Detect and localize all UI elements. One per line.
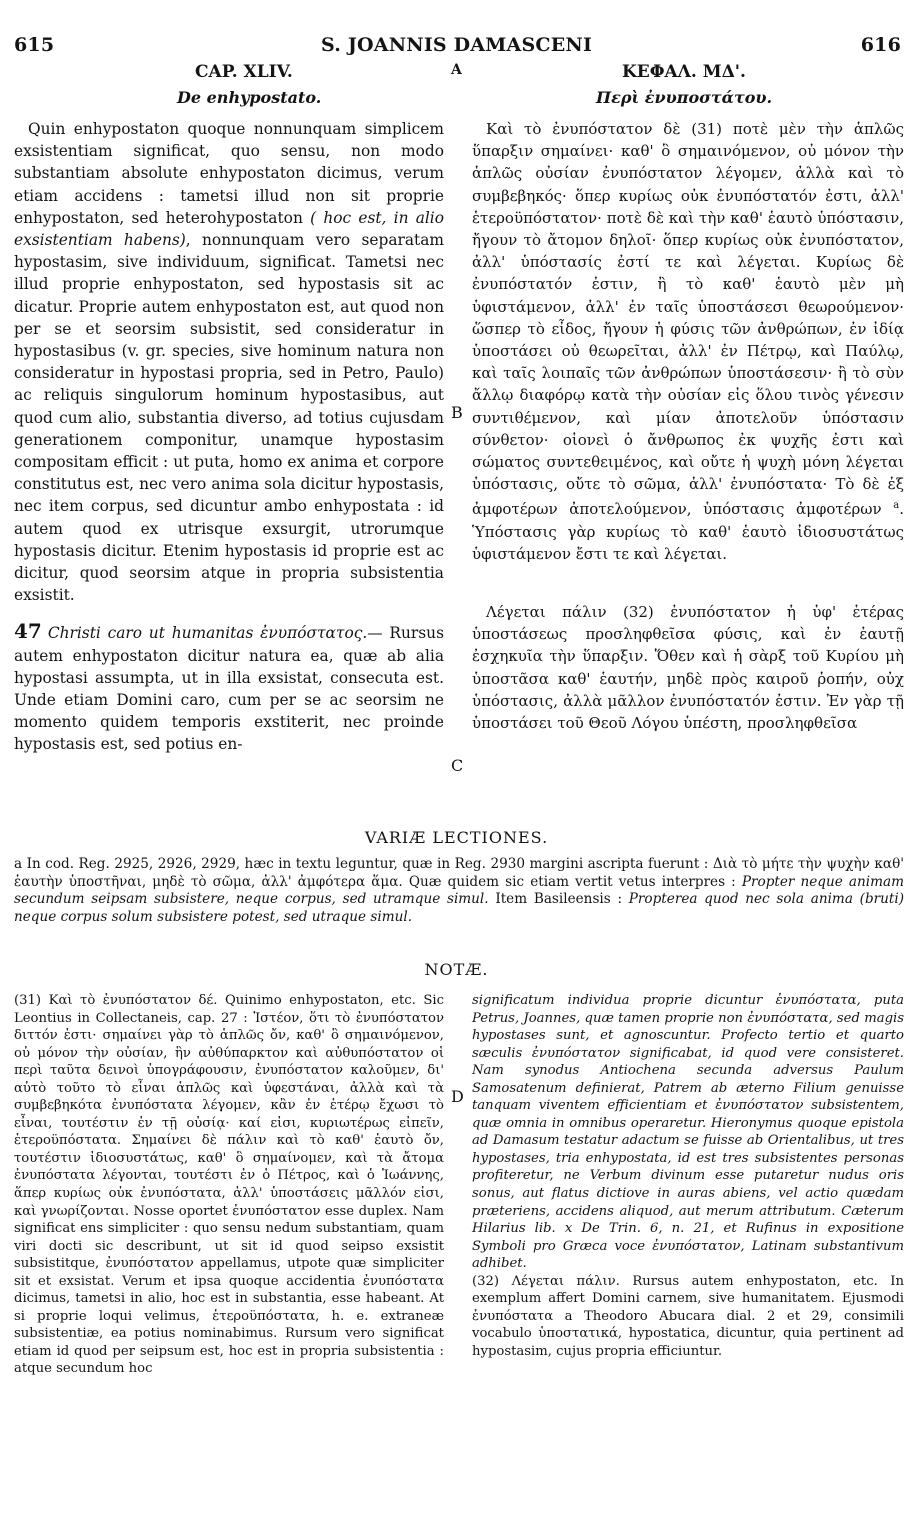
page-running-title: S. JOANNIS DAMASCENI [320, 34, 593, 56]
variae-lectiones-text: a In cod. Reg. 2925, 2926, 2929, hæc in textu leguntur, quæ in Reg. 2930 margini ascripta fuerunt : Διὰ τὸ μήτε τὴν ψυχὴν καθ' ἑαυτὴν ὑποστῆναι, μηδὲ τὸ σῶμα, ἀλλ' ἀμφότερα ἅμα. Quæ quidem sic etiam vertit vetus interpres : Propter neque animam secundum seipsam subsistere, neque corpus, sed utramque simul. Item Basileensis : Propterea quod nec sola anima (bruti) neque corpus solum subsistere potest, sed utraque simul. [14, 856, 905, 925]
greek-column [472, 118, 904, 734]
margin-letter-c: C [451, 756, 464, 775]
center-section-marker: A [451, 62, 462, 78]
notes-right-column [472, 992, 904, 1360]
notes-left-column: (31) Καὶ τὸ ἐνυπόστατον δέ. Quinimo enhypostaton, etc. Sic Leontius in Collectaneis, cap. 27 : Ἰστέον, ὅτι τὸ ἐνυπόστατον διττόν ἐστι· σημαίνει γὰρ τὸ ἁπλῶς ὄν, καθ' ὃ σημαινόμενον, οὐ μόνον τὴν οὐσίαν, ἣν αὐθύπαρκτον καὶ αὐθυπόστατον οἱ περὶ ταῦτα δεινοὶ ὑπογράφουσιν, ἐνυπόστατον καλοῦμεν, δι' αὐτὸ τοῦτο τὸ εἶναι ἁπλῶς καὶ ὑφεστάναι, ἀλλὰ καὶ τὰ συμβεβηκότα ἐνυπόστατα λέγομεν, κἂν ἐν ἑτέρῳ ἔχωσι τὸ εἶναι, τουτέστιν ἐν τῇ οὐσίᾳ· καί εἰσι, κυριωτέρως εἰπεῖν, ἑτεροϋπόστατα. Σημαίνει δὲ πάλιν καὶ τὸ καθ' ἑαυτὸ ὄν, τουτέστιν ἰδιοσυστάτως, καθ' ὃ σημαίνομεν, καὶ τὰ ἄτομα ἐνυπόστατα λέγονται, τουτέστι ἐν ὁ Πέτρος, καὶ ὁ Ἰωάννης, ἅπερ κυρίως οὐκ ἐνυπόστατα, ἀλλ' ὑποστάσεις μᾶλλόν εἰσι, καὶ γνωρίζονται. Nosse oportet ἐνυπόστατον esse duplex. Nam significat ens simpliciter : quo sensu nedum substantiam, quam viri docti sic describunt, ut sit id quod seipso exsistit subsistitque, ἐνυπόστατον appellamus, utpote quæ simpliciter sit et exsistat. Verum et ipsa quoque accidentia ἐνυπόστατα dicimus, tametsi in alio, hoc est in substantia, esse habeant. At si proprie loqui velimus, ἑτεροϋπόστατα, h. e. extraneæ subsistentiæ, ea potius nominabimus. Rursum vero significat etiam id quod per seipsum est, hoc est in propria subsistentia : atque secundum hoc [14, 993, 444, 1377]
left-page-number: 615 [14, 34, 55, 56]
right-chapter-heading: ΚΕΦΑΛ. ΜΔ'. [622, 62, 746, 82]
notae-heading: NOTÆ. [424, 960, 489, 979]
section-heading: Christi caro ut humanitas ἐνυπόστατος.— [47, 624, 383, 643]
greek-paragraph-2: Λέγεται πάλιν (32) ἐνυπόστατον ἡ ὑφ' ἑτέρας ὑποστάσεως προσληφθεῖσα φύσις, καὶ ἐν ἑαυτῇ ἐσχηκυῖα τὴν ὕπαρξιν. Ὅθεν καὶ ἡ σὰρξ τοῦ Κυρίου μὴ ὑποστᾶσα καθ' ἑαυτήν, μηδὲ πρὸς καιροῦ ῥοπήν, οὐχ ὑπόστασις, ἀλλὰ μᾶλλον ἐνυπόστατόν ἐστιν. Ἐν γὰρ τῇ ὑποστάσει τοῦ Θεοῦ Λόγου ὑπέστη, προσληφθεῖσα [472, 603, 904, 733]
right-subtitle: Περὶ ἐνυποστάτου. [596, 88, 773, 107]
left-chapter-heading: CAP. XLIV. [195, 62, 293, 82]
left-subtitle: De enhypostato. [177, 88, 322, 107]
margin-letter-d: D [451, 1087, 464, 1106]
section-number: 47 [14, 619, 42, 644]
note-31-continuation: significatum individua proprie dicuntur ἐνυπόστατα, puta Petrus, Joannes, quæ tamen proprie non ἐνυπόστατα, sed magis hypostases sunt, et agnoscuntur. Profecto tertio et quarto sæculis ἐνυπόστατον significabat, id quod vere consisteret. Nam synodus Antiochena secunda adversus Paulum Samosatenum definierat, Patrem ab æterno Filium genuisse tanquam viventem efficientiam et ἐνυπόστατον subsistentem, quæ omnia in omnibus operaretur. Hieronymus quoque epistola ad Damasum testatur adactum se fuisse ab Orientalibus, ut tres hypostases, tria enhypostata, id est tres subsistentes personas profiteretur, ne Verbum divinum esse putaretur nudus oris sonus, aut flatus dictiove in auras abiens, vel actio quædam præteriens, accidens aliquod, aut merum attributum. Cæterum Hilarius lib. x De Trin. 6, n. 21, et Rufinus in expositione Symboli pro Græca voce ἐνυπόστατον, Latinam substantivum adhibet. [472, 993, 904, 1272]
footnote-marker: a [893, 500, 900, 512]
variae-lectiones-heading: VARIÆ LECTIONES. [364, 828, 549, 847]
latin-column [14, 118, 444, 756]
note-32: (32) Λέγεται πάλιν. Rursus autem enhypostaton, etc. In exemplum affert Domini carnem, sive humanitatem. Ejusmodi ἐνυπόστατα a Theodoro Abucara dial. 2 et 29, consimili vocabulo ὑποστατικά, hypostatica, dicuntur, quia pertinent ad hypostasim, cujus propria efficiuntur. [472, 1273, 904, 1359]
latin-paragraph: Quin enhypostaton quoque nonnunquam simplicem exsistentiam significat, quo sensu, non modo substantiam absolute enhypostaton dicimus, verum etiam accidens : tametsi illud non sit proprie enhypostaton, sed heterohypostaton ( hoc est, in alio exsistentiam habens), nonnunquam vero separatam hypostasim, sive individuum, significat. Tametsi nec illud proprie enhypostaton, sed hypostasis sit ac dicatur. Proprie autem enhypostaton est, aut quod non per se et seorsim subsistit, sed consideratur in hypostasibus (v. gr. species, sive hominum natura non consideratur in hypostasi propria, sed in Petro, Paulo) ac reliquis singulorum hominum hypostasibus, aut quod cum alio, substantia diverso, ad totius cujusdam generationem componitur, unamque hypostasim compositam efficit : ut puta, homo ex anima et corpore constitutus est, nec vero anima sola dicitur hypostasis, nec item corpus, sed dicuntur ambo enhypostata : id autem quod ex utrisque exsurgit, utrorumque hypostasis dicitur. Etenim hypostasis id proprie est ac dicitur, quod seorsim atque in propria subsistentia exsistit. [14, 120, 444, 605]
greek-paragraph: Καὶ τὸ ἐνυπόστατον δὲ (31) ποτὲ μὲν τὴν ἁπλῶς ὕπαρξιν σημαίνει· καθ' ὃ σημαινόμενον, οὐ μόνον τὴν ἁπλῶς οὐσίαν ἐνυπόστατον λέγομεν, ἀλλὰ καὶ τὸ συμβεβηκός· ὅπερ κυρίως οὐκ ἐνυπόστατόν ἐστι, ἀλλ' ἑτεροϋπόστατον· ποτὲ δὲ καὶ τὴν καθ' ἑαυτὸ ὑπόστασιν, ἤγουν τὸ ἄτομον δηλοῖ· ὅπερ κυρίως οὐκ ἐνυπόστατον, ἀλλ' ὑπόστασίς ἐστί τε καὶ λέγεται. Κυρίως δὲ ἐνυπόστατόν ἐστιν, ἢ τὸ καθ' ἑαυτὸ μὲν μὴ ὑφιστάμενον, ἀλλ' ἐν ταῖς ὑποστάσεσι θεωρούμενον· ὥσπερ τὸ εἶδος, ἤγουν ἡ φύσις τῶν ἀνθρώπων, ἐν ἰδίᾳ ὑποστάσει οὐ θεωρεῖται, ἀλλ' ἐν Πέτρῳ, καὶ Παύλῳ, καὶ ταῖς λοιπαῖς τῶν ἀνθρώπων ὑποστάσεσιν· ἢ τὸ σὺν ἄλλῳ διαφόρῳ κατὰ τὴν οὐσίαν εἰς ὅλου τινὸς γένεσιν συντιθέμενον, καὶ μίαν ἀποτελοῦν ὑπόστασιν σύνθετον· οἱονεὶ ὁ ἄνθρωπος ἐκ ψυχῆς ἐστι καὶ σώματος συντεθειμένος, καὶ οὔτε ἡ ψυχὴ μόνη λέγεται ὑπόστασις, οὔτε τὸ σῶμα, ἀλλ' ἐνυπόστατα· Τὸ δὲ ἐξ ἀμφοτέρων ἀποτελούμενον, ὑπόστασις ἀμφοτέρων $^a$. Ὑπόστασις γὰρ κυρίως τὸ καθ' ἑαυτὸ ἰδιοσυστάτως ὑφιστάμενον ἔστι τε καὶ λέγεται. [472, 120, 904, 563]
latin-paragraph-47: 47 Christi caro ut humanitas ἐνυπόστατος.— Rursus autem enhypostaton dicitur natura ea, quæ ab alia hypostasi assumpta, ut in illa exsistat, consecuta est. Unde etiam Domini caro, cum per se ac seorsim ne momento quidem temporis exstiterit, nec proinde hypostasis est, sed potius en- [14, 619, 444, 754]
margin-letter-b: B [451, 403, 463, 422]
right-page-number: 616 [860, 34, 901, 56]
